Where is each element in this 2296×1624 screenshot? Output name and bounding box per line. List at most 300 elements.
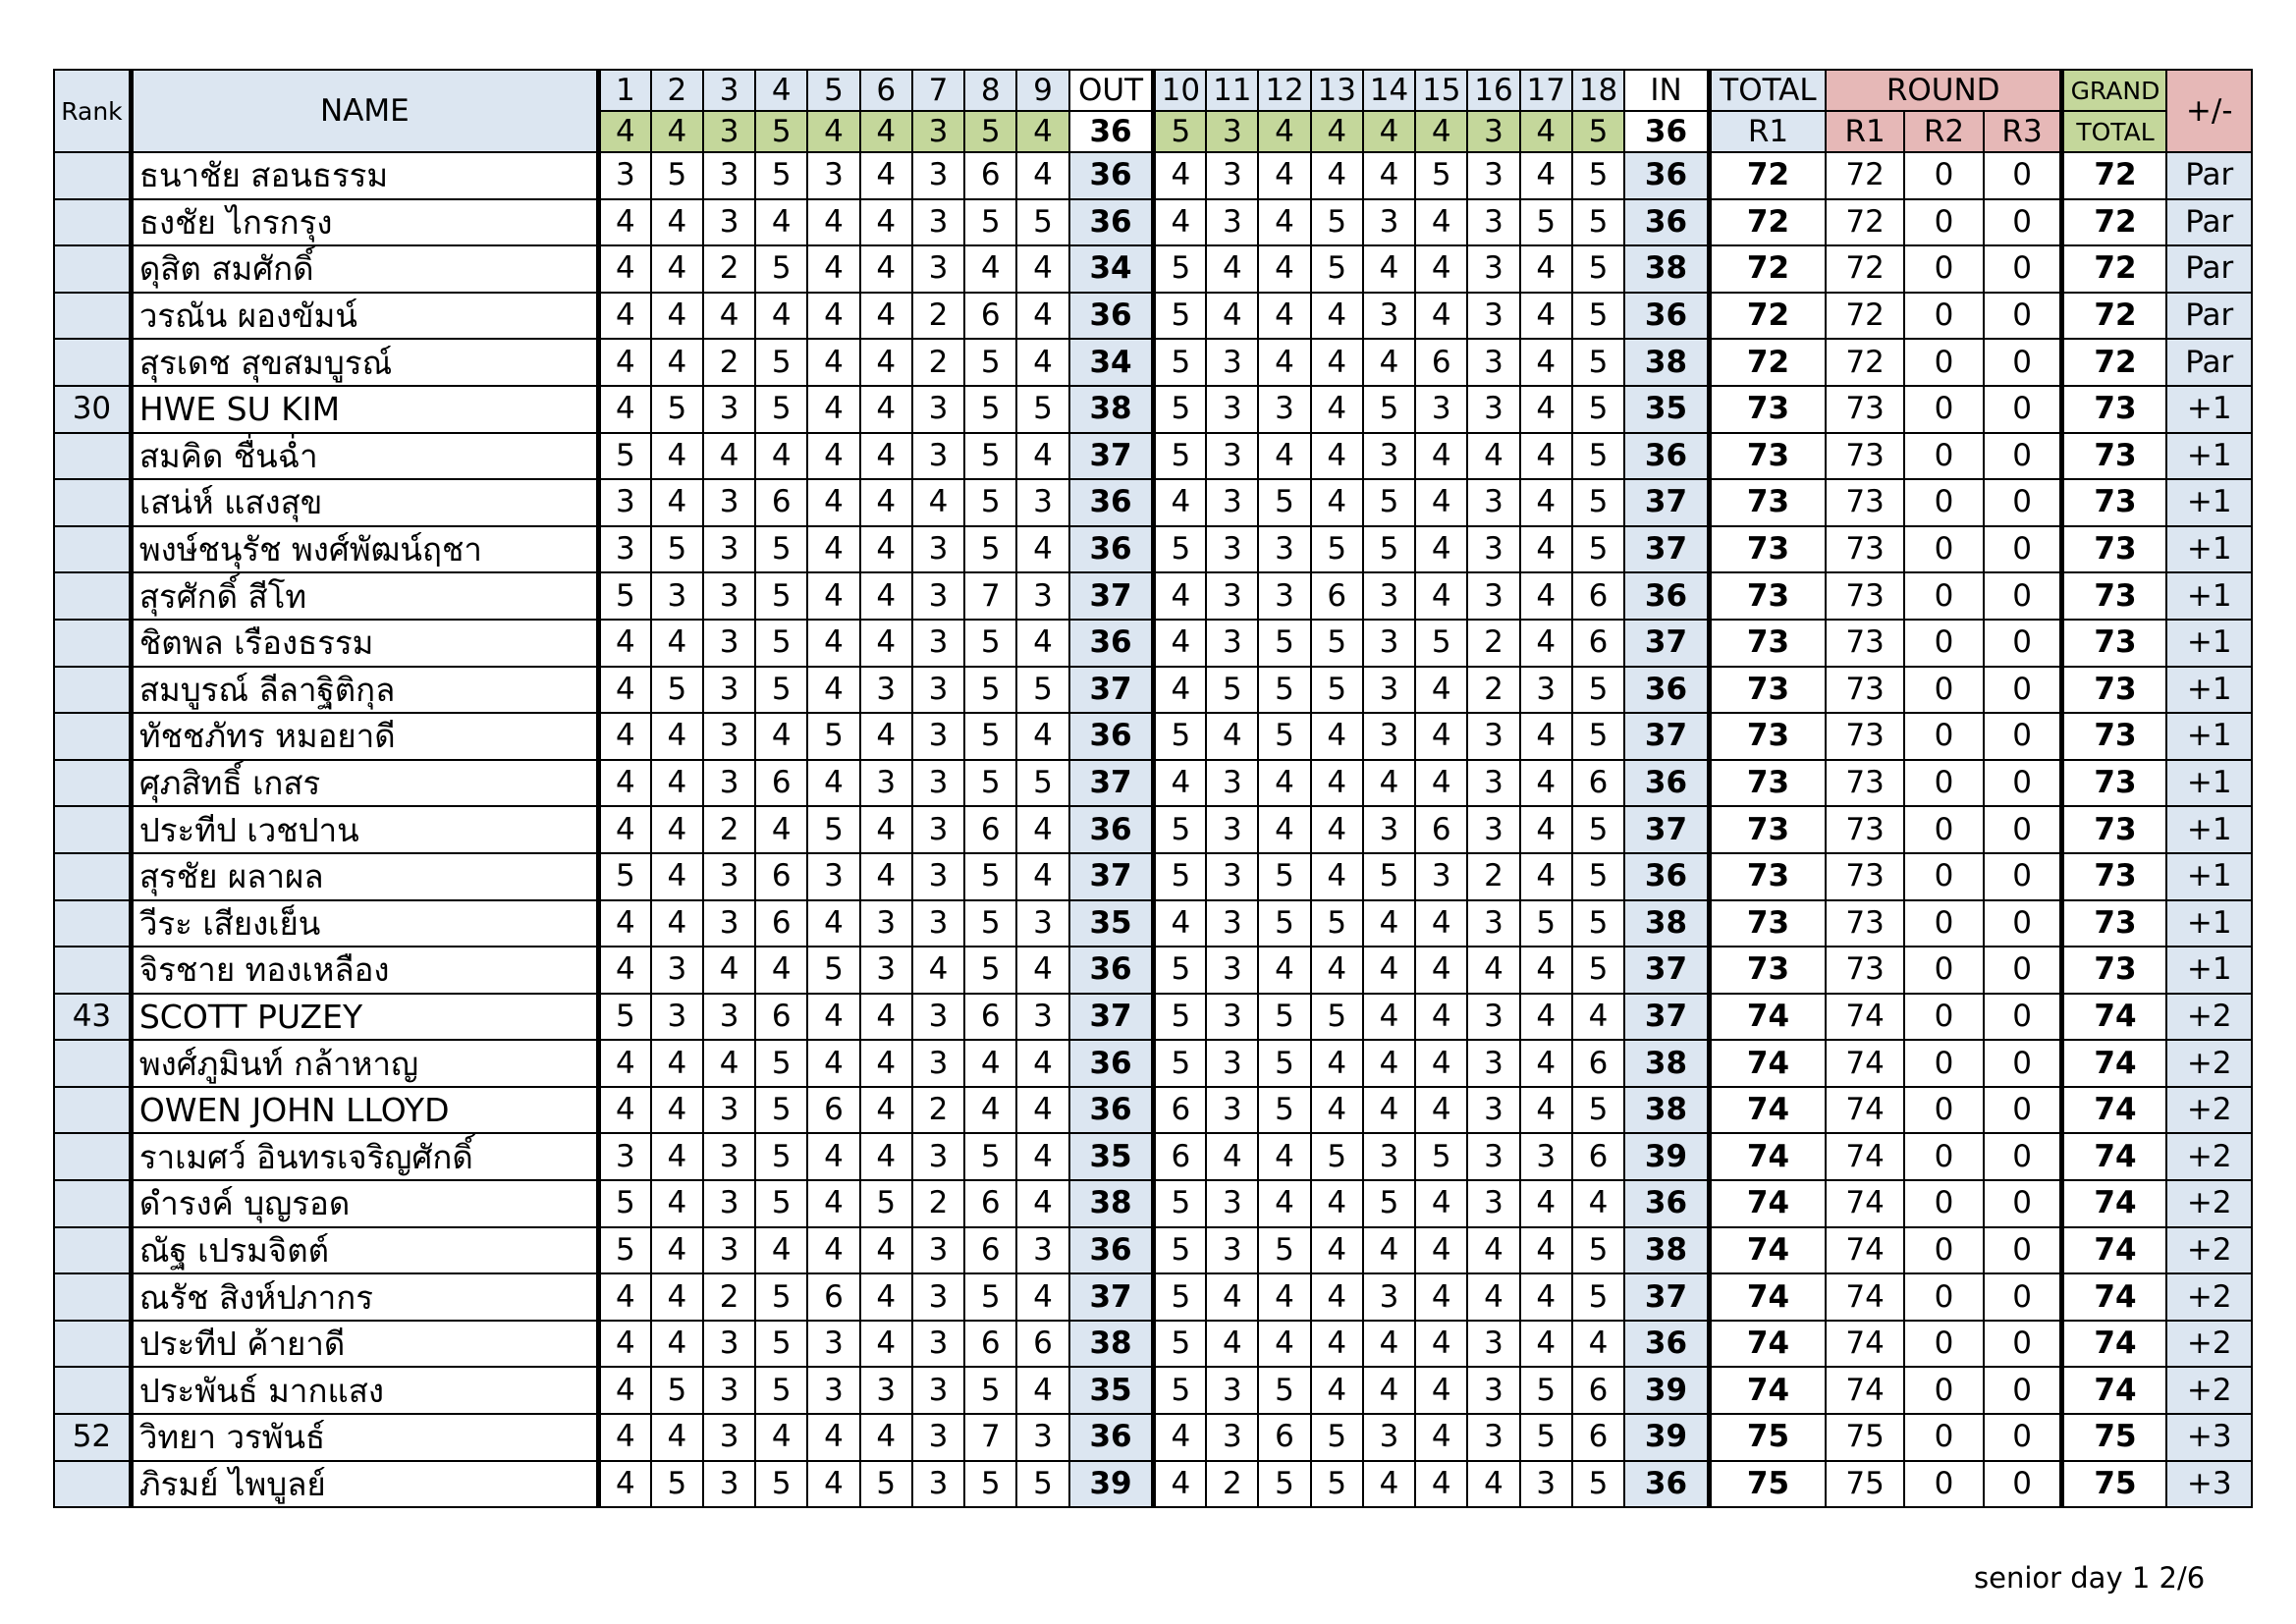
hole-score: 6 [1154,1087,1206,1134]
hole-score: 4 [598,1367,650,1414]
hole-score: 4 [1206,713,1258,760]
in-total: 39 [1624,1414,1709,1461]
total-r1: 74 [1709,1180,1826,1227]
out-total: 36 [1069,479,1154,526]
hole-score: 5 [651,152,703,199]
hole-score: 3 [1467,713,1519,760]
hole-score: 5 [964,1133,1016,1180]
hole-score: 5 [755,245,807,293]
hole-score: 4 [1520,1180,1572,1227]
hole-score: 4 [860,199,912,246]
hole-score: 6 [1572,1414,1624,1461]
hole-score: 4 [1415,293,1467,340]
hole-score: 3 [860,760,912,807]
total-r1: 74 [1709,1227,1826,1274]
hole-score: 4 [1415,1227,1467,1274]
par-diff: +1 [2166,900,2252,947]
hole-score: 5 [1311,1133,1363,1180]
hole-score: 3 [703,1087,755,1134]
hole-score: 3 [703,760,755,807]
hole-score: 4 [1363,339,1415,386]
hole-score: 4 [598,900,650,947]
rank-cell [54,713,131,760]
hole-score: 4 [651,1321,703,1368]
round-r3: 0 [1984,853,2062,900]
hole-score: 4 [598,1087,650,1134]
table-row [54,1461,2252,1508]
hole-score: 3 [1467,526,1519,573]
round-r1: 72 [1826,152,1904,199]
hole-score: 3 [703,667,755,714]
hole-score: 6 [1572,572,1624,620]
hole-score: 4 [1258,1321,1310,1368]
hole-score: 3 [1206,386,1258,433]
table-row [54,947,2252,994]
hole-score: 4 [703,293,755,340]
hole-score: 3 [1016,1227,1068,1274]
hole-score: 4 [598,1461,650,1508]
hole-score: 3 [1467,1133,1519,1180]
hole-score: 3 [1467,900,1519,947]
table-row [54,760,2252,807]
hole-score: 4 [1467,433,1519,480]
hole-score: 3 [1467,199,1519,246]
table-row [54,1273,2252,1321]
hole-score: 4 [1016,853,1068,900]
hole-score: 4 [1016,245,1068,293]
hole-score: 3 [1363,1273,1415,1321]
hole-score: 4 [755,806,807,853]
hole-score: 4 [807,1133,859,1180]
hole-score: 3 [1363,1133,1415,1180]
hole-score: 5 [964,947,1016,994]
round-r1: 74 [1826,1273,1904,1321]
par-diff: +1 [2166,386,2252,433]
rank-cell [54,572,131,620]
out-total: 35 [1069,1133,1154,1180]
hole-number: 14 [1363,70,1415,111]
hole-score: 5 [1258,713,1310,760]
grand-total: 74 [2062,1321,2166,1368]
hole-score: 3 [1467,1040,1519,1087]
total-r1: 73 [1709,433,1826,480]
hole-score: 4 [651,1087,703,1134]
round-r2: 0 [1904,433,1983,480]
hole-score: 4 [1154,1461,1206,1508]
hole-score: 4 [1520,1321,1572,1368]
hole-score: 5 [964,526,1016,573]
round-r1: 72 [1826,199,1904,246]
hole-score: 4 [1154,479,1206,526]
rank-cell [54,152,131,199]
out-header: OUT [1069,70,1154,111]
hole-number: 5 [807,70,859,111]
hole-score: 5 [1154,433,1206,480]
grand-total: 73 [2062,620,2166,667]
hole-score: 4 [1016,339,1068,386]
round-r1: 74 [1826,1087,1904,1134]
hole-score: 4 [651,1180,703,1227]
hole-score: 4 [755,1414,807,1461]
rank-cell [54,853,131,900]
player-name: ศุภสิทธิ์ เกสร [131,760,598,807]
par-diff: +3 [2166,1414,2252,1461]
hole-number: 11 [1206,70,1258,111]
table-row [54,806,2252,853]
hole-score: 5 [1572,479,1624,526]
hole-score: 3 [1206,1087,1258,1134]
in-header: IN [1624,70,1709,111]
player-name: สุรชัย ผลาผล [131,853,598,900]
round-r1: 73 [1826,433,1904,480]
hole-score: 3 [912,994,964,1041]
hole-score: 4 [1258,1273,1310,1321]
hole-score: 5 [807,806,859,853]
hole-number: 16 [1467,70,1519,111]
out-total: 37 [1069,667,1154,714]
total-r1: 73 [1709,526,1826,573]
hole-score: 4 [1415,667,1467,714]
round-r2: 0 [1904,806,1983,853]
name-header: NAME [131,70,598,152]
hole-score: 4 [1415,1367,1467,1414]
hole-score: 4 [1467,1227,1519,1274]
table-row [54,1227,2252,1274]
hole-score: 4 [860,1321,912,1368]
hole-score: 4 [598,339,650,386]
hole-score: 3 [1206,1367,1258,1414]
hole-score: 5 [755,1461,807,1508]
hole-score: 5 [1311,1414,1363,1461]
out-total: 36 [1069,1227,1154,1274]
hole-score: 5 [1154,1180,1206,1227]
rank-cell [54,526,131,573]
grand-total: 74 [2062,1180,2166,1227]
hole-score: 4 [860,620,912,667]
hole-score: 5 [964,433,1016,480]
hole-score: 5 [1258,994,1310,1041]
hole-score: 3 [1520,1133,1572,1180]
hole-score: 3 [703,1133,755,1180]
hole-score: 5 [1016,1461,1068,1508]
hole-score: 6 [1572,1040,1624,1087]
player-name: จิรชาย ทองเหลือง [131,947,598,994]
hole-score: 3 [860,947,912,994]
hole-par: 5 [1154,111,1206,152]
total-r1: 74 [1709,1040,1826,1087]
hole-par: 3 [1206,111,1258,152]
hole-score: 4 [807,900,859,947]
hole-score: 5 [1258,1461,1310,1508]
hole-score: 5 [1572,152,1624,199]
hole-score: 4 [1520,293,1572,340]
hole-score: 4 [1311,1087,1363,1134]
rank-cell [54,1367,131,1414]
player-name: ประทีป เวชปาน [131,806,598,853]
hole-score: 2 [1206,1461,1258,1508]
player-name: ดำรงค์ บุญรอด [131,1180,598,1227]
round-r2: 0 [1904,199,1983,246]
hole-score: 3 [1363,806,1415,853]
hole-score: 4 [1415,1180,1467,1227]
total-r1: 74 [1709,1321,1826,1368]
player-name: ราเมศว์ อินทรเจริญศักดิ์ [131,1133,598,1180]
grand-total: 73 [2062,386,2166,433]
grand-total: 74 [2062,994,2166,1041]
table-row [54,900,2252,947]
par-diff: +1 [2166,479,2252,526]
hole-score: 4 [1520,433,1572,480]
round-r2: 0 [1904,1414,1983,1461]
hole-score: 5 [598,1227,650,1274]
round-r1: 73 [1826,713,1904,760]
hole-score: 3 [912,1133,964,1180]
hole-score: 4 [1363,245,1415,293]
player-name: วีระ เสียงเย็น [131,900,598,947]
rank-cell: 43 [54,994,131,1041]
hole-score: 3 [912,667,964,714]
hole-score: 3 [807,1321,859,1368]
hole-score: 3 [1258,526,1310,573]
hole-score: 6 [1572,620,1624,667]
player-name: พงศ์ภูมินท์ กล้าหาญ [131,1040,598,1087]
round-r2: 0 [1904,900,1983,947]
hole-score: 5 [1311,620,1363,667]
hole-score: 3 [598,152,650,199]
par-diff: +1 [2166,620,2252,667]
hole-score: 5 [1154,994,1206,1041]
hole-score: 6 [755,760,807,807]
hole-score: 4 [1415,572,1467,620]
hole-score: 4 [1520,1227,1572,1274]
hole-score: 3 [1206,853,1258,900]
hole-score: 6 [1572,1133,1624,1180]
hole-score: 4 [1016,1087,1068,1134]
hole-score: 4 [1520,152,1572,199]
hole-score: 3 [1467,1321,1519,1368]
hole-score: 5 [1154,245,1206,293]
hole-score: 6 [755,994,807,1041]
hole-score: 4 [1016,433,1068,480]
hole-score: 3 [598,1133,650,1180]
hole-score: 4 [1016,620,1068,667]
hole-score: 4 [598,293,650,340]
total-r1: 74 [1709,1133,1826,1180]
in-total: 36 [1624,572,1709,620]
round-r2: 0 [1904,1367,1983,1414]
hole-score: 4 [964,1087,1016,1134]
hole-score: 4 [598,947,650,994]
round-r3: 0 [1984,386,2062,433]
hole-score: 4 [1154,667,1206,714]
round-r3: 0 [1984,620,2062,667]
round-r2: 0 [1904,572,1983,620]
total-header: TOTAL [1709,70,1826,111]
par-diff: +1 [2166,760,2252,807]
round-r1: 73 [1826,853,1904,900]
hole-score: 4 [807,1180,859,1227]
rank-cell [54,900,131,947]
hole-score: 4 [1415,994,1467,1041]
round-r2: 0 [1904,1087,1983,1134]
round-r3: 0 [1984,1087,2062,1134]
player-name: SCOTT PUZEY [131,994,598,1041]
hole-score: 5 [651,1367,703,1414]
round-r2: 0 [1904,853,1983,900]
hole-score: 4 [807,245,859,293]
hole-score: 2 [703,806,755,853]
out-total: 38 [1069,1321,1154,1368]
rank-cell [54,245,131,293]
hole-score: 4 [1154,152,1206,199]
hole-score: 5 [1520,1414,1572,1461]
hole-score: 3 [912,152,964,199]
grand-total: 73 [2062,526,2166,573]
hole-score: 4 [1415,245,1467,293]
hole-score: 3 [703,900,755,947]
hole-score: 4 [1154,1414,1206,1461]
hole-score: 5 [755,526,807,573]
out-total: 35 [1069,1367,1154,1414]
table-row [54,713,2252,760]
hole-score: 4 [651,806,703,853]
player-name: สุรเดช สุขสมบูรณ์ [131,339,598,386]
hole-score: 4 [1415,1273,1467,1321]
hole-par: 3 [912,111,964,152]
hole-score: 2 [1467,853,1519,900]
hole-score: 7 [964,572,1016,620]
grand-total: 74 [2062,1133,2166,1180]
round-r2: 0 [1904,994,1983,1041]
hole-score: 4 [1258,433,1310,480]
par-diff: +1 [2166,572,2252,620]
player-name: ณรัช สิงห์ปภากร [131,1273,598,1321]
hole-score: 4 [1415,199,1467,246]
table-row [54,667,2252,714]
hole-score: 5 [1154,1367,1206,1414]
hole-score: 3 [1415,386,1467,433]
hole-score: 4 [964,1040,1016,1087]
par-diff: +1 [2166,526,2252,573]
player-name: HWE SU KIM [131,386,598,433]
in-total: 36 [1624,1461,1709,1508]
hole-number: 1 [598,70,650,111]
hole-score: 4 [1154,572,1206,620]
hole-score: 5 [964,1461,1016,1508]
hole-score: 4 [1363,1087,1415,1134]
page-footer: senior day 1 2/6 [1974,1561,2206,1595]
hole-score: 5 [807,713,859,760]
round-sub-header: R1 [1826,111,1904,152]
hole-score: 4 [651,433,703,480]
hole-par: 4 [807,111,859,152]
rank-cell [54,760,131,807]
hole-score: 4 [755,293,807,340]
hole-score: 4 [860,245,912,293]
hole-score: 4 [1572,1321,1624,1368]
grand-total: 73 [2062,433,2166,480]
hole-score: 5 [1311,245,1363,293]
hole-score: 3 [912,1321,964,1368]
hole-score: 4 [755,1227,807,1274]
in-total: 38 [1624,1040,1709,1087]
hole-score: 4 [598,760,650,807]
hole-par: 4 [860,111,912,152]
grand-total: 73 [2062,900,2166,947]
round-r3: 0 [1984,245,2062,293]
round-r2: 0 [1904,526,1983,573]
out-total: 37 [1069,572,1154,620]
table-row [54,152,2252,199]
hole-score: 3 [703,152,755,199]
in-total: 37 [1624,994,1709,1041]
in-total: 38 [1624,339,1709,386]
hole-score: 3 [1206,199,1258,246]
hole-score: 4 [598,1040,650,1087]
hole-score: 5 [1258,1087,1310,1134]
hole-score: 5 [651,667,703,714]
hole-number: 7 [912,70,964,111]
hole-score: 4 [860,152,912,199]
rank-cell: 30 [54,386,131,433]
hole-score: 4 [1258,760,1310,807]
table-row [54,339,2252,386]
round-r3: 0 [1984,199,2062,246]
rank-cell [54,1087,131,1134]
grand-total: 74 [2062,1227,2166,1274]
table-row [54,479,2252,526]
par-diff: +1 [2166,947,2252,994]
hole-score: 3 [703,713,755,760]
round-r1: 73 [1826,479,1904,526]
grand-total: 72 [2062,339,2166,386]
total-r1: 73 [1709,386,1826,433]
hole-score: 4 [807,667,859,714]
par-diff: +2 [2166,1273,2252,1321]
hole-score: 4 [1415,433,1467,480]
hole-score: 5 [1572,1227,1624,1274]
grand-total: 75 [2062,1461,2166,1508]
in-total: 38 [1624,900,1709,947]
hole-score: 3 [1467,806,1519,853]
hole-score: 4 [1415,900,1467,947]
hole-score: 5 [964,386,1016,433]
round-r1: 73 [1826,806,1904,853]
out-total: 37 [1069,853,1154,900]
hole-score: 3 [651,572,703,620]
hole-score: 4 [598,245,650,293]
hole-score: 4 [1520,339,1572,386]
hole-score: 4 [651,713,703,760]
round-r1: 74 [1826,1040,1904,1087]
hole-score: 6 [1154,1133,1206,1180]
hole-score: 3 [1206,1414,1258,1461]
total-r1: 73 [1709,947,1826,994]
hole-score: 4 [912,479,964,526]
player-name: ดุสิต สมศักดิ์ [131,245,598,293]
hole-score: 5 [1363,479,1415,526]
round-r1: 74 [1826,1367,1904,1414]
round-r3: 0 [1984,667,2062,714]
total-r1: 75 [1709,1461,1826,1508]
hole-score: 4 [651,1227,703,1274]
rank-cell [54,433,131,480]
round-r1: 74 [1826,994,1904,1041]
hole-score: 4 [1206,1133,1258,1180]
hole-score: 4 [1206,1321,1258,1368]
out-total: 38 [1069,386,1154,433]
total-r1: 72 [1709,293,1826,340]
